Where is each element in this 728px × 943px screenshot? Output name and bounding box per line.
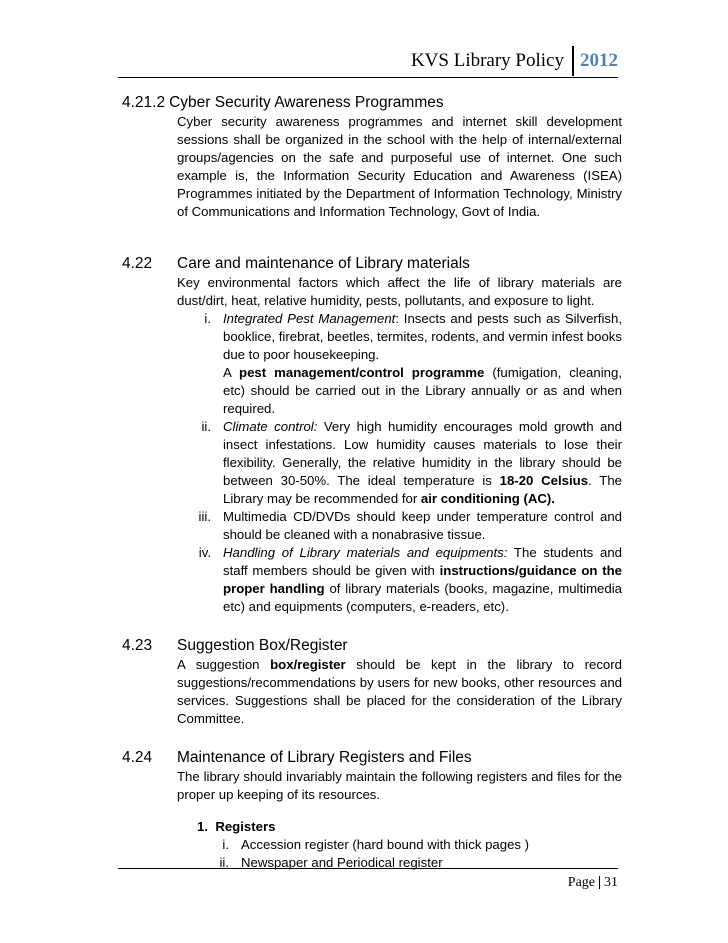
section-title: Maintenance of Library Registers and Files (177, 749, 472, 766)
section-heading-4-22 (122, 254, 622, 274)
section-title: Cyber Security Awareness Programmes (169, 94, 444, 111)
item-label: Integrated Pest Management (223, 311, 396, 326)
list-item: 1. Registers (197, 819, 276, 834)
document-body (122, 93, 622, 872)
list-item: ii. Newspaper and Periodical register (122, 854, 622, 872)
section-body: Key environmental factors which affect the life of library materials are dust/dirt, heat, relative humidity, pests, pollutants, and exposure to light. (177, 275, 622, 308)
header-rule (118, 77, 618, 78)
section-body: A suggestion box/register should be kept in the library to record suggestions/recommendations by users for new books, other resources and services. Suggestions shall be placed for the consideration of the Library Committee. (177, 657, 622, 726)
page-number: Page 31 (567, 875, 618, 890)
section-number: 4.21.2 (122, 94, 166, 111)
section-body: Cyber security awareness programmes and internet skill development sessions shall be organized in the school with the help of internal/external groups/agencies on the safe and purposeful use of internet. One such example is, the Information Security Education and Awareness (ISEA) Programmes initiated by the Department of Information Technology, Ministry of Communications and Information Technology, Govt of India. (177, 114, 622, 219)
item-label: Handling of Library materials and equipments: (223, 545, 508, 560)
list-item: i. Integrated Pest Management: Insects and pests such as Silverfish, booklice, firebrat, beetles, termites, rodents, and vermin infest books due to poor housekeeping. A pest management/control programme (fumigation, cleaning, etc) should be carried out in the Library annually or as and when required. (122, 310, 622, 418)
list-item: iii. Multimedia CD/DVDs should keep under temperature control and should be cleaned with a nonabrasive tissue. (122, 508, 622, 544)
section-number: 4.24 (122, 749, 153, 766)
list-marker: ii. (219, 855, 229, 870)
list-marker: ii. (201, 419, 211, 434)
section-title: Care and maintenance of Library materials (177, 255, 470, 272)
list-marker: i. (204, 311, 211, 326)
section-heading-4-23 (122, 636, 622, 656)
header-year: 2012 (572, 46, 618, 76)
item-label: Climate control: (223, 419, 318, 434)
section-body: The library should invariably maintain the following registers and files for the proper up keeping of its resources. (177, 769, 622, 802)
numbered-list (197, 818, 622, 836)
list-item: ii. Climate control: Very high humidity encourages mold growth and insect infestations. Low humidity causes materials to lose their flexibility. Generally, the relative humidity in the library should be between 30-50%. The ideal temperature is 18-20 Celsius. The Library may be recommended for air conditioning (AC). (122, 418, 622, 508)
header-title: KVS Library Policy (410, 50, 564, 71)
section-number: 4.22 (122, 255, 153, 272)
list-marker: iv. (198, 545, 211, 560)
list-item: iv. Handling of Library materials and equipments: The students and staff members should be given with instructions/guidance on the proper handling of library materials (books, magazine, multimedia etc) and equipments (computers, e-readers, etc). (122, 544, 622, 616)
section-heading-4-21-2 (122, 93, 622, 113)
list-item: i. Accession register (hard bound with thick pages ) (122, 836, 622, 854)
page-footer (118, 868, 618, 890)
list-marker: i. (222, 837, 229, 852)
section-number: 4.23 (122, 637, 153, 654)
section-heading-4-24 (122, 748, 622, 768)
section-title: Suggestion Box/Register (177, 637, 348, 654)
sub-list (122, 836, 622, 872)
page-header (411, 44, 618, 76)
list-marker: iii. (198, 509, 211, 524)
